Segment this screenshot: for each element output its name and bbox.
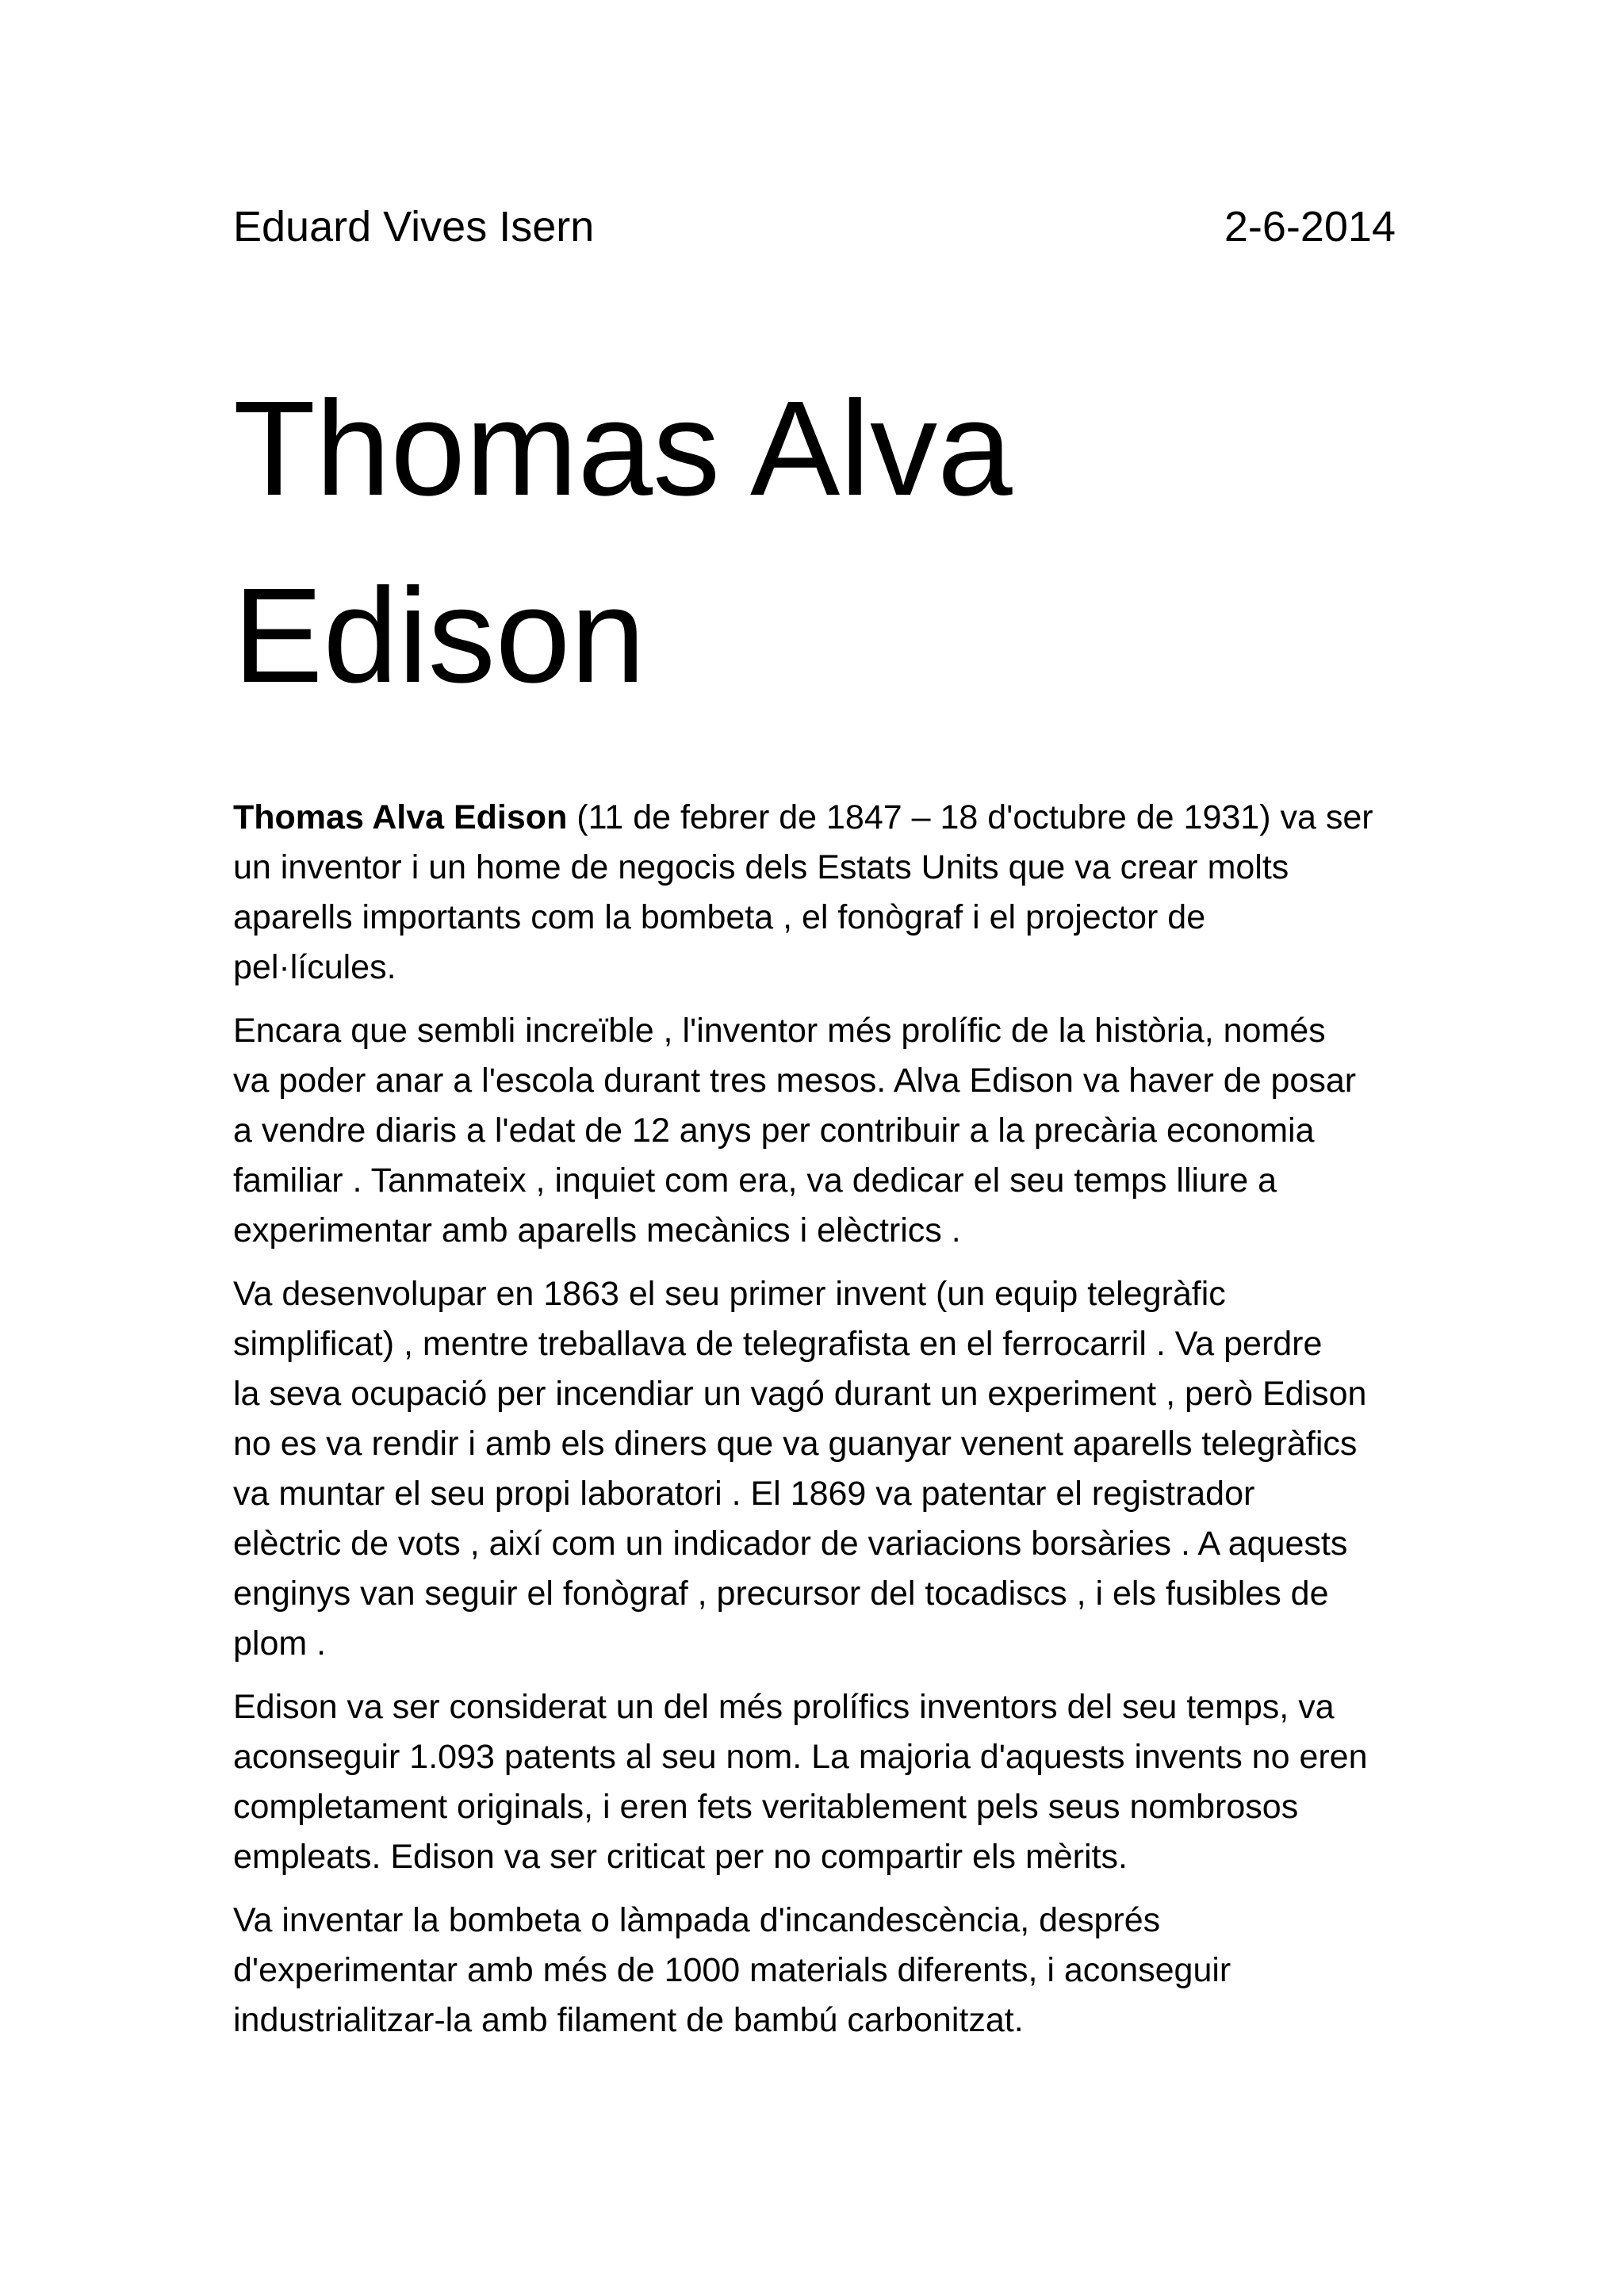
text-line: elèctric de vots , així com un indicador de variacions borsàries . A aquests xyxy=(233,1525,1348,1563)
page-title xyxy=(233,355,1396,729)
paragraph-patents xyxy=(233,1682,1396,1882)
text-line-fragment: (11 de febrer de 1847 – 18 d'octubre de 1931) va ser xyxy=(567,798,1373,836)
text-line: aconseguir 1.093 patents al seu nom. La majoria d'aquests invents no eren xyxy=(233,1738,1368,1776)
text-line: un inventor i un home de negocis dels Estats Units que va crear molts xyxy=(233,848,1289,886)
author-name: Eduard Vives Isern xyxy=(233,203,595,251)
text-line: completament originals, i eren fets veritablement pels seus nombrosos xyxy=(233,1788,1299,1826)
text-line: simplificat) , mentre treballava de telegrafista en el ferrocarril . Va perdre xyxy=(233,1325,1323,1363)
document-date: 2-6-2014 xyxy=(1224,203,1396,251)
text-line: d'experimentar amb més de 1000 materials diferents, i aconseguir xyxy=(233,1951,1231,1989)
text-line: familiar . Tanmateix , inquiet com era, va dedicar el seu temps lliure a xyxy=(233,1161,1277,1200)
text-line: la seva ocupació per incendiar un vagó durant un experiment , però Edison xyxy=(233,1375,1367,1413)
title-line-1: Thomas Alva xyxy=(233,373,1013,524)
text-line: a vendre diaris a l'edat de 12 anys per contribuir a la precària economia xyxy=(233,1112,1315,1150)
article-body xyxy=(233,793,1396,2059)
title-line-2: Edison xyxy=(233,561,645,711)
text-line: Va desenvolupar en 1863 el seu primer invent (un equip telegràfic xyxy=(233,1275,1226,1313)
subject-name-bold: Thomas Alva Edison xyxy=(233,798,568,836)
text-line: empleats. Edison va ser criticat per no compartir els mèrits. xyxy=(233,1838,1128,1876)
paragraph-first-inventions xyxy=(233,1269,1396,1669)
text-line: Va inventar la bombeta o làmpada d'incandescència, després xyxy=(233,1901,1161,1939)
text-line: enginys van seguir el fonògraf , precursor del tocadiscs , i els fusibles de xyxy=(233,1575,1329,1613)
paragraph-childhood xyxy=(233,1006,1396,1256)
text-line xyxy=(233,793,1396,843)
paragraph-intro xyxy=(233,793,1396,993)
text-line: plom . xyxy=(233,1624,327,1663)
text-line: Encara que sembli increïble , l'inventor més prolífic de la història, només xyxy=(233,1012,1326,1050)
text-line: experimentar amb aparells mecànics i elèctrics . xyxy=(233,1211,961,1249)
document-header xyxy=(233,195,1396,258)
paragraph-light-bulb xyxy=(233,1896,1396,2045)
text-line: Edison va ser considerat un del més prolífics inventors del seu temps, va xyxy=(233,1688,1335,1726)
text-line: industrialitzar-la amb filament de bambú carbonitzat. xyxy=(233,2001,1024,2039)
text-line: pel·lícules. xyxy=(233,948,396,986)
text-line: va muntar el seu propi laboratori . El 1869 va patentar el registrador xyxy=(233,1475,1255,1513)
text-line: va poder anar a l'escola durant tres mesos. Alva Edison va haver de posar xyxy=(233,1062,1357,1100)
text-line: no es va rendir i amb els diners que va guanyar venent aparells telegràfics xyxy=(233,1425,1358,1463)
text-line: aparells importants com la bombeta , el fonògraf i el projector de xyxy=(233,898,1206,936)
